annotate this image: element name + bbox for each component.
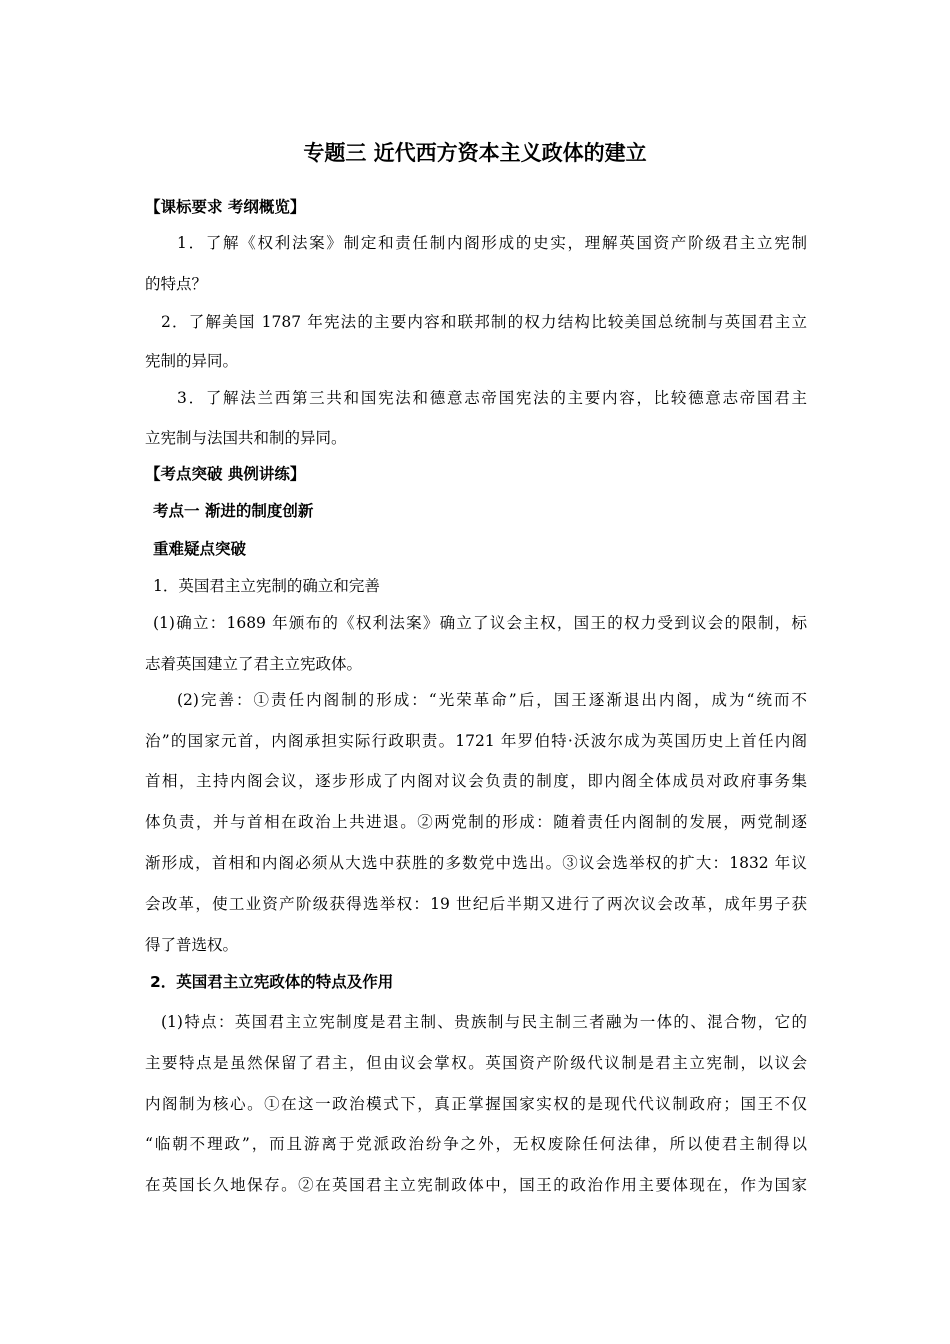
requirement-1-line-1: 1．了解《权利法案》制定和责任制内阁形成的史实，理解英国资产阶级君主立宪制 [177, 234, 807, 252]
paragraph-3-line: 内阁制为核心。①在这一政治模式下，真正掌握国家实权的是现代代议制政府；国王不仅 [145, 1095, 807, 1113]
paragraph-2-line: 得了普选权。 [145, 936, 239, 954]
requirement-3-line-2: 立宪制与法国共和制的异同。 [145, 429, 347, 447]
paragraph-2-line: 渐形成，首相和内阁必须从大选中获胜的多数党中选出。③议会选举权的扩大：1832 年议 [145, 854, 807, 872]
paragraph-3-line: 在英国长久地保存。②在英国君主立宪制政体中，国王的政治作用主要体现在，作为国家 [145, 1176, 807, 1194]
paragraph-2-line: 会改革，使工业资产阶级获得选举权：19 世纪后半期又进行了两次议会改革，成年男子获 [145, 895, 807, 913]
requirement-1-line-2: 的特点？ [145, 275, 208, 293]
paragraph-2-line: 首相，主持内阁会议，逐步形成了内阁对议会负责的制度，即内阁全体成员对政府事务集 [145, 772, 807, 790]
section-heading-breakthrough: 【考点突破 典例讲练】 [145, 465, 306, 483]
sub-heading: 重难疑点突破 [153, 540, 247, 558]
point-heading: 考点一 渐进的制度创新 [153, 502, 314, 520]
paragraph-2-line: (2)完善：①责任内阁制的形成：“光荣革命”后，国王逐渐退出内阁，成为“统而不 [177, 691, 807, 709]
topic-heading-2: 2．英国君主立宪政体的特点及作用 [150, 973, 394, 991]
paragraph-1-line-2: 志着英国建立了君主立宪政体。 [145, 655, 363, 673]
paragraph-1-line-1: (1)确立：1689 年颁布的《权利法案》确立了议会主权，国王的权力受到议会的限制，标 [153, 614, 807, 632]
paragraph-2-line: 体负责，并与首相在政治上共进退。②两党制的形成：随着责任内阁制的发展，两党制逐 [145, 813, 807, 831]
paragraph-2-line: 治”的国家元首，内阁承担实际行政职责。1721 年罗伯特·沃波尔成为英国历史上首任内阁 [145, 732, 807, 750]
paragraph-3-line: (1)特点：英国君主立宪制度是君主制、贵族制与民主制三者融为一体的、混合物，它的 [161, 1013, 807, 1031]
section-heading-requirements: 【课标要求 考纲概览】 [145, 198, 306, 216]
document-title: 专题三 近代西方资本主义政体的建立 [303, 141, 647, 165]
paragraph-3-line: 主要特点是虽然保留了君主，但由议会掌权。英国资产阶级代议制是君主立宪制，以议会 [145, 1054, 807, 1072]
requirement-2-line-2: 宪制的异同。 [145, 352, 239, 370]
requirement-2-line-1: 2．了解美国 1787 年宪法的主要内容和联邦制的权力结构比较美国总统制与英国君主立 [161, 313, 807, 331]
topic-heading-1: 1．英国君主立宪制的确立和完善 [153, 577, 380, 595]
paragraph-3-line: “临朝不理政”，而且游离于党派政治纷争之外，无权废除任何法律，所以使君主制得以 [145, 1135, 807, 1153]
requirement-3-line-1: 3．了解法兰西第三共和国宪法和德意志帝国宪法的主要内容，比较德意志帝国君主 [177, 389, 807, 407]
